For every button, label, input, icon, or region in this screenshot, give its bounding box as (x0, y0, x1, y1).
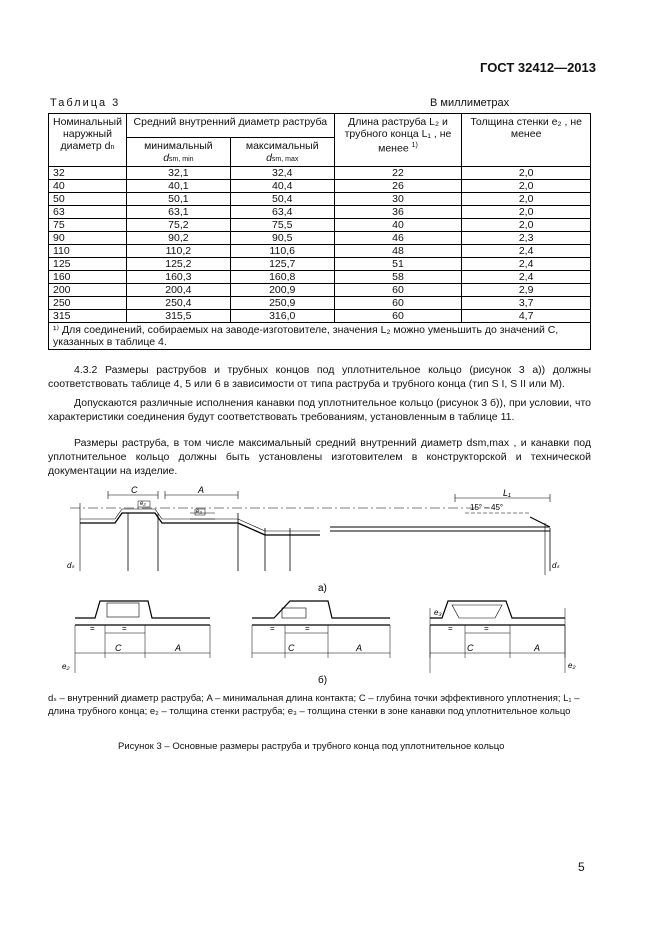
table-cell: 316,0 (230, 310, 334, 323)
dim-c-b2: C (288, 643, 295, 653)
table-cell: 51 (334, 258, 462, 271)
dim-e3-b3: e₃ (434, 608, 442, 617)
dim-l1: L₁ (503, 488, 511, 498)
table-cell: 46 (334, 232, 462, 245)
table-cell: 75,2 (126, 219, 230, 232)
dim-ds-right: dₛ (552, 561, 560, 570)
table-cell: 60 (334, 297, 462, 310)
table-units: В миллиметрах (430, 97, 510, 109)
table-cell: 3,7 (462, 297, 591, 310)
table-cell: 110 (49, 245, 127, 258)
table-cell: 250,4 (126, 297, 230, 310)
figure-caption: Рисунок 3 – Основные размеры раструба и трубного конца под уплотнительное кольцо (118, 741, 505, 752)
table-cell: 2,4 (462, 271, 591, 284)
table-row (49, 206, 591, 219)
table-cell: 315 (49, 310, 127, 323)
table-cell: 60 (334, 310, 462, 323)
table-cell: 32 (49, 167, 127, 180)
table-row (49, 219, 591, 232)
table-cell: 50,1 (126, 193, 230, 206)
eq-mark: = (90, 624, 95, 633)
dim-c-a: C (131, 485, 138, 495)
dimensions-table (48, 113, 591, 350)
table-cell: 40,4 (230, 180, 334, 193)
table-cell: 50,4 (230, 193, 334, 206)
angle-label: 15° – 45° (470, 503, 504, 512)
dim-e2-b3: e₂ (568, 661, 576, 670)
table-row (49, 297, 591, 310)
table-cell: 63 (49, 206, 127, 219)
table-cell: 50 (49, 193, 127, 206)
header-length: Длина раструба L₂ и трубного конца L₁ , не менее $^{1)}$ (334, 114, 462, 167)
eq-mark: = (448, 624, 453, 633)
table-cell: 2,4 (462, 258, 591, 271)
table-cell: 90 (49, 232, 127, 245)
table-cell: 2,0 (462, 167, 591, 180)
table-cell: 2,4 (462, 245, 591, 258)
header-max: максимальный dsm, max (230, 138, 334, 167)
dim-a-a: A (198, 485, 205, 495)
figure-label-b: б) (318, 675, 328, 686)
table-cell: 30 (334, 193, 462, 206)
table-row (49, 232, 591, 245)
table-cell: 22 (334, 167, 462, 180)
table-cell: 36 (334, 206, 462, 219)
eq-mark: = (305, 624, 310, 633)
table-cell: 26 (334, 180, 462, 193)
table-cell: 75 (49, 219, 127, 232)
table-cell: 160,3 (126, 271, 230, 284)
eq-mark: = (484, 624, 489, 633)
table-cell: 110,6 (230, 245, 334, 258)
table-cell: 250 (49, 297, 127, 310)
figure-legend: dₛ – внутренний диаметр раструба; A – минимальная длина контакта; C – глубина точки эффективного уплотнения; L₁ – длина трубного конца; e₂ – толщина стенки раструба; e₃ – толщина стенки в зоне канавки под уплотнительное кольцо (48, 693, 580, 717)
eq-mark: = (270, 624, 275, 633)
table-row (49, 245, 591, 258)
paragraph-4-3-2: 4.3.2 Размеры раструбов и трубных концов под уплотнительное кольцо (рисунок 3 а)) должны соответствовать таблице 4, 5 или 6 в зависимости от типа раструба и трубного конца (тип S I, S II или M). (48, 364, 591, 390)
table-row (49, 310, 591, 323)
socket-diagram (60, 483, 600, 688)
page-number: 5 (578, 860, 585, 874)
header-min: минимальный dsm, min (126, 138, 230, 167)
dim-e2-label: e₂ (140, 501, 146, 507)
eq-mark: = (122, 624, 127, 633)
table-cell: 58 (334, 271, 462, 284)
table-cell: 63,1 (126, 206, 230, 219)
dim-a-b2: A (356, 643, 363, 653)
table-cell: 4,7 (462, 310, 591, 323)
dim-a-b1: A (175, 643, 182, 653)
table-cell: 160,8 (230, 271, 334, 284)
table-cell: 90,5 (230, 232, 334, 245)
table-cell: 2,0 (462, 193, 591, 206)
table-cell: 315,5 (126, 310, 230, 323)
table-cell: 2,3 (462, 232, 591, 245)
header-thickness: Толщина стенки e₂ , не менее (462, 114, 591, 167)
table-row (49, 258, 591, 271)
table-cell: 63,4 (230, 206, 334, 219)
table-cell: 32,4 (230, 167, 334, 180)
dim-c-b1: C (115, 643, 122, 653)
header-mean-diameter-group: Средний внутренний диаметр раструба (126, 114, 334, 138)
dim-e2-b1: e₂ (62, 662, 70, 671)
table-cell: 32,1 (126, 167, 230, 180)
table-cell: 200,9 (230, 284, 334, 297)
table-cell: 40 (334, 219, 462, 232)
table-row (49, 271, 591, 284)
dim-c-b3: C (467, 643, 474, 653)
table-row (49, 193, 591, 206)
table-cell: 2,0 (462, 180, 591, 193)
paragraph-groove-variants: Допускаются различные исполнения канавки под уплотнительное кольцо (рисунок 3 б)), при условии, что характеристики соединения будут соответствовать требованиям, установленным в таблице 11. (48, 397, 591, 423)
table-cell: 40,1 (126, 180, 230, 193)
table-cell: 40 (49, 180, 127, 193)
table-cell: 75,5 (230, 219, 334, 232)
paragraph-socket-dimensions: Размеры раструба, в том числе максимальный средний внутренний диаметр dsm,max , и канавки под уплотнительное кольцо должны быть установлены изготовителем в конструкторской и технической документации на изделие. (48, 437, 591, 477)
table-cell: 250,9 (230, 297, 334, 310)
table-cell: 200,4 (126, 284, 230, 297)
table-cell: 200 (49, 284, 127, 297)
table-cell: 125,2 (126, 258, 230, 271)
table-cell: 2,0 (462, 206, 591, 219)
table-cell: 90,2 (126, 232, 230, 245)
dim-a-b3: A (534, 643, 541, 653)
table-cell: 110,2 (126, 245, 230, 258)
table-cell: 60 (334, 284, 462, 297)
dim-ds-left: dₛ (67, 561, 75, 570)
table-caption: Таблица 3 (50, 97, 121, 109)
table-footnote: ¹⁾ Для соединений, собираемых на заводе-изготовителе, значения L₂ можно уменьшить до значений C, указанных в таблице 4. (49, 323, 591, 350)
table-cell: 2,9 (462, 284, 591, 297)
table-cell: 2,0 (462, 219, 591, 232)
table-cell: 48 (334, 245, 462, 258)
dim-e3-label: e₃ (196, 509, 202, 515)
header-nominal-diameter: Номинальный наружный диаметр dn (49, 114, 127, 167)
table-cell: 160 (49, 271, 127, 284)
figure-label-a: а) (318, 583, 327, 594)
table-cell: 125,7 (230, 258, 334, 271)
document-id: ГОСТ 32412—2013 (480, 60, 596, 75)
table-cell: 125 (49, 258, 127, 271)
table-row (49, 167, 591, 180)
table-row (49, 284, 591, 297)
table-row (49, 180, 591, 193)
